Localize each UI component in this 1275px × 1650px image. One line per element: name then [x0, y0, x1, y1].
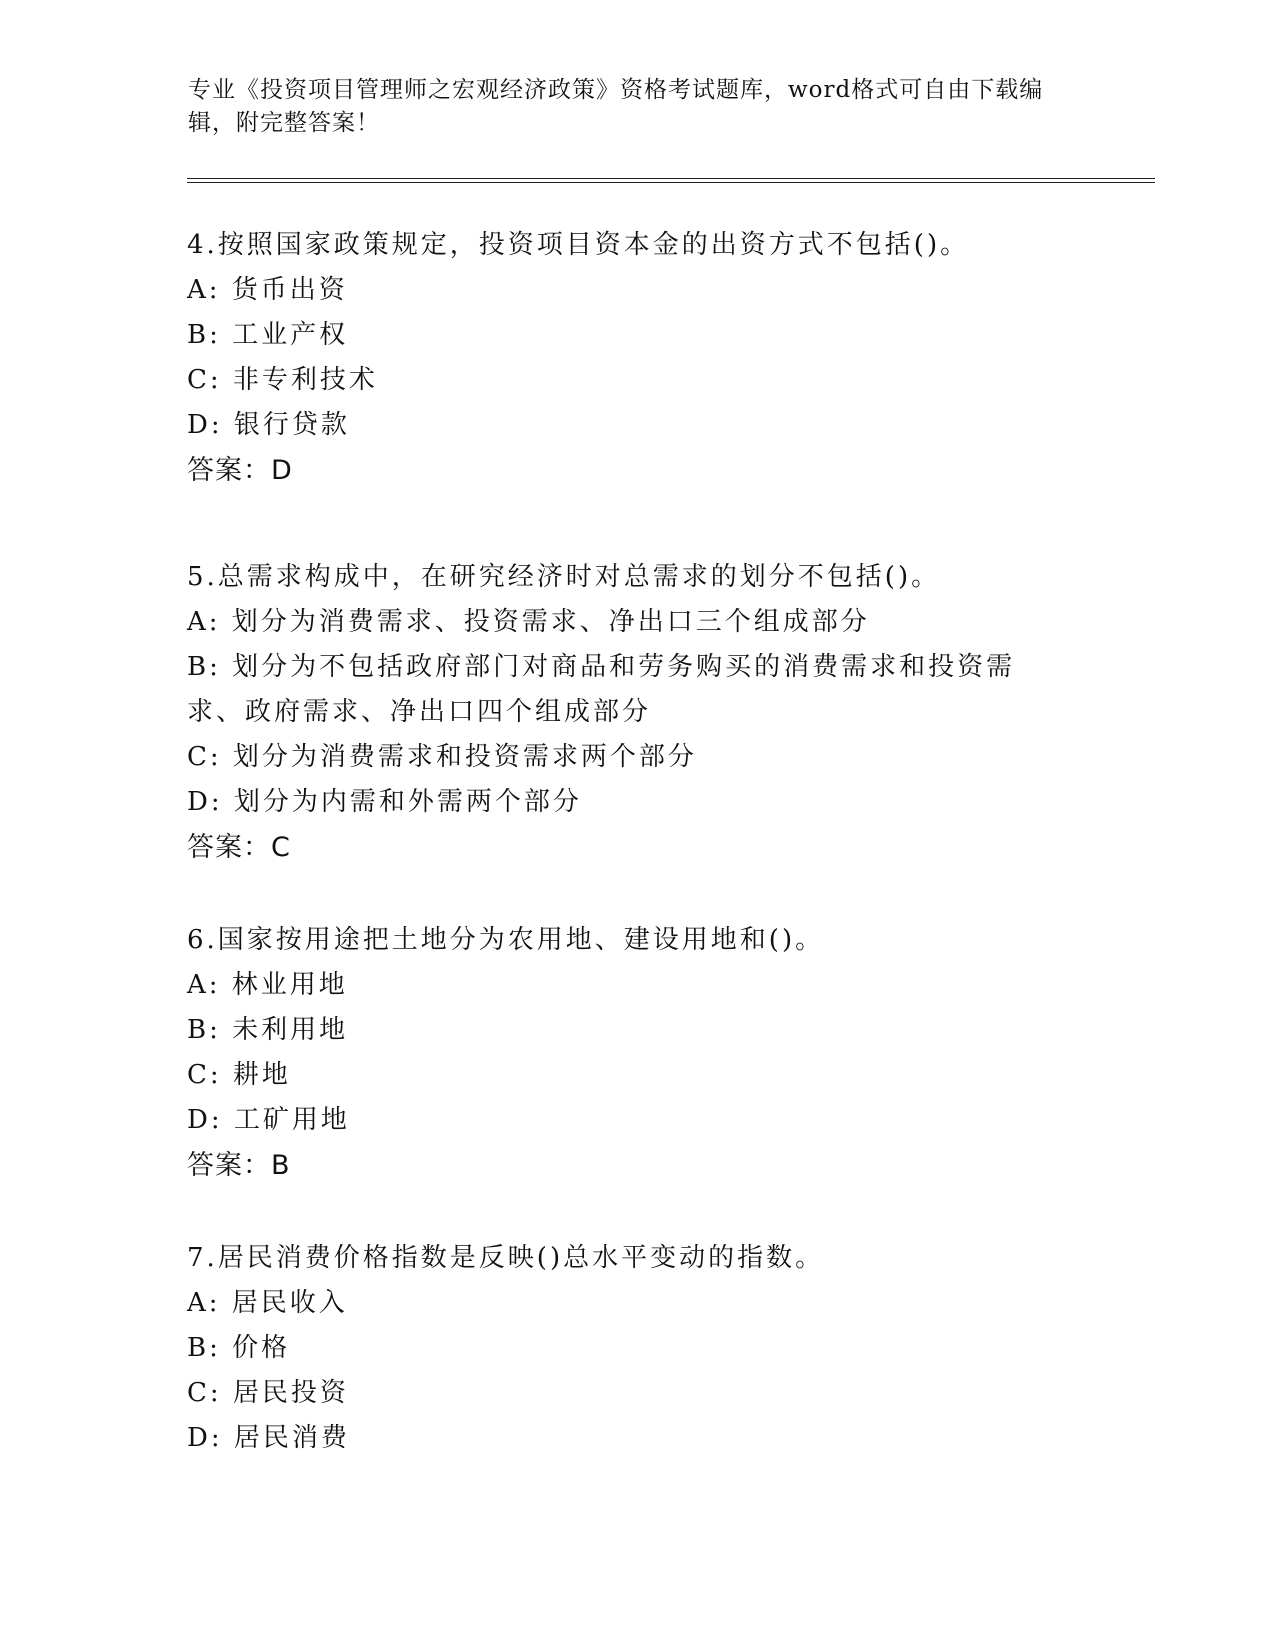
- option-a: A: 林业用地: [187, 970, 348, 1000]
- option-d: D: 银行贷款: [187, 410, 350, 440]
- question-7: [187, 1236, 1067, 1461]
- option-b: B: 划分为不包括政府部门对商品和劳务购买的消费需求和投资需求、政府需求、净出口四个组成部分: [187, 652, 1016, 727]
- question-stem: 5.总需求构成中，在研究经济时对总需求的划分不包括()。: [187, 562, 941, 592]
- option-c: C: 居民投资: [187, 1378, 349, 1408]
- option-d: D: 工矿用地: [187, 1105, 350, 1135]
- option-d: D: 划分为内需和外需两个部分: [187, 787, 582, 817]
- question-stem: 6.国家按用途把土地分为农用地、建设用地和()。: [187, 925, 825, 955]
- answer: 答案：D: [187, 455, 293, 486]
- option-c: C: 划分为消费需求和投资需求两个部分: [187, 742, 697, 772]
- option-c: C: 耕地: [187, 1060, 291, 1090]
- answer: 答案：B: [187, 1150, 291, 1181]
- option-a: A: 居民收入: [187, 1288, 348, 1318]
- header-description: 专业《投资项目管理师之宏观经济政策》资格考试题库，word格式可自由下载编辑，附完整答案！: [188, 77, 1044, 136]
- option-b: B: 未利用地: [187, 1015, 349, 1045]
- question-6: [187, 918, 1067, 1188]
- option-a: A: 货币出资: [187, 275, 348, 305]
- option-b: B: 工业产权: [187, 320, 349, 350]
- question-stem: 4.按照国家政策规定，投资项目资本金的出资方式不包括()。: [187, 230, 970, 260]
- question-5: [187, 555, 1067, 870]
- question-stem: 7.居民消费价格指数是反映()总水平变动的指数。: [187, 1243, 825, 1273]
- header-divider: [187, 178, 1155, 183]
- option-a: A: 划分为消费需求、投资需求、净出口三个组成部分: [187, 607, 870, 637]
- question-4: [187, 223, 1067, 493]
- option-d: D: 居民消费: [187, 1423, 350, 1453]
- answer: 答案：C: [187, 832, 291, 863]
- option-c: C: 非专利技术: [187, 365, 378, 395]
- document-header: [188, 74, 1068, 140]
- option-b: B: 价格: [187, 1333, 291, 1363]
